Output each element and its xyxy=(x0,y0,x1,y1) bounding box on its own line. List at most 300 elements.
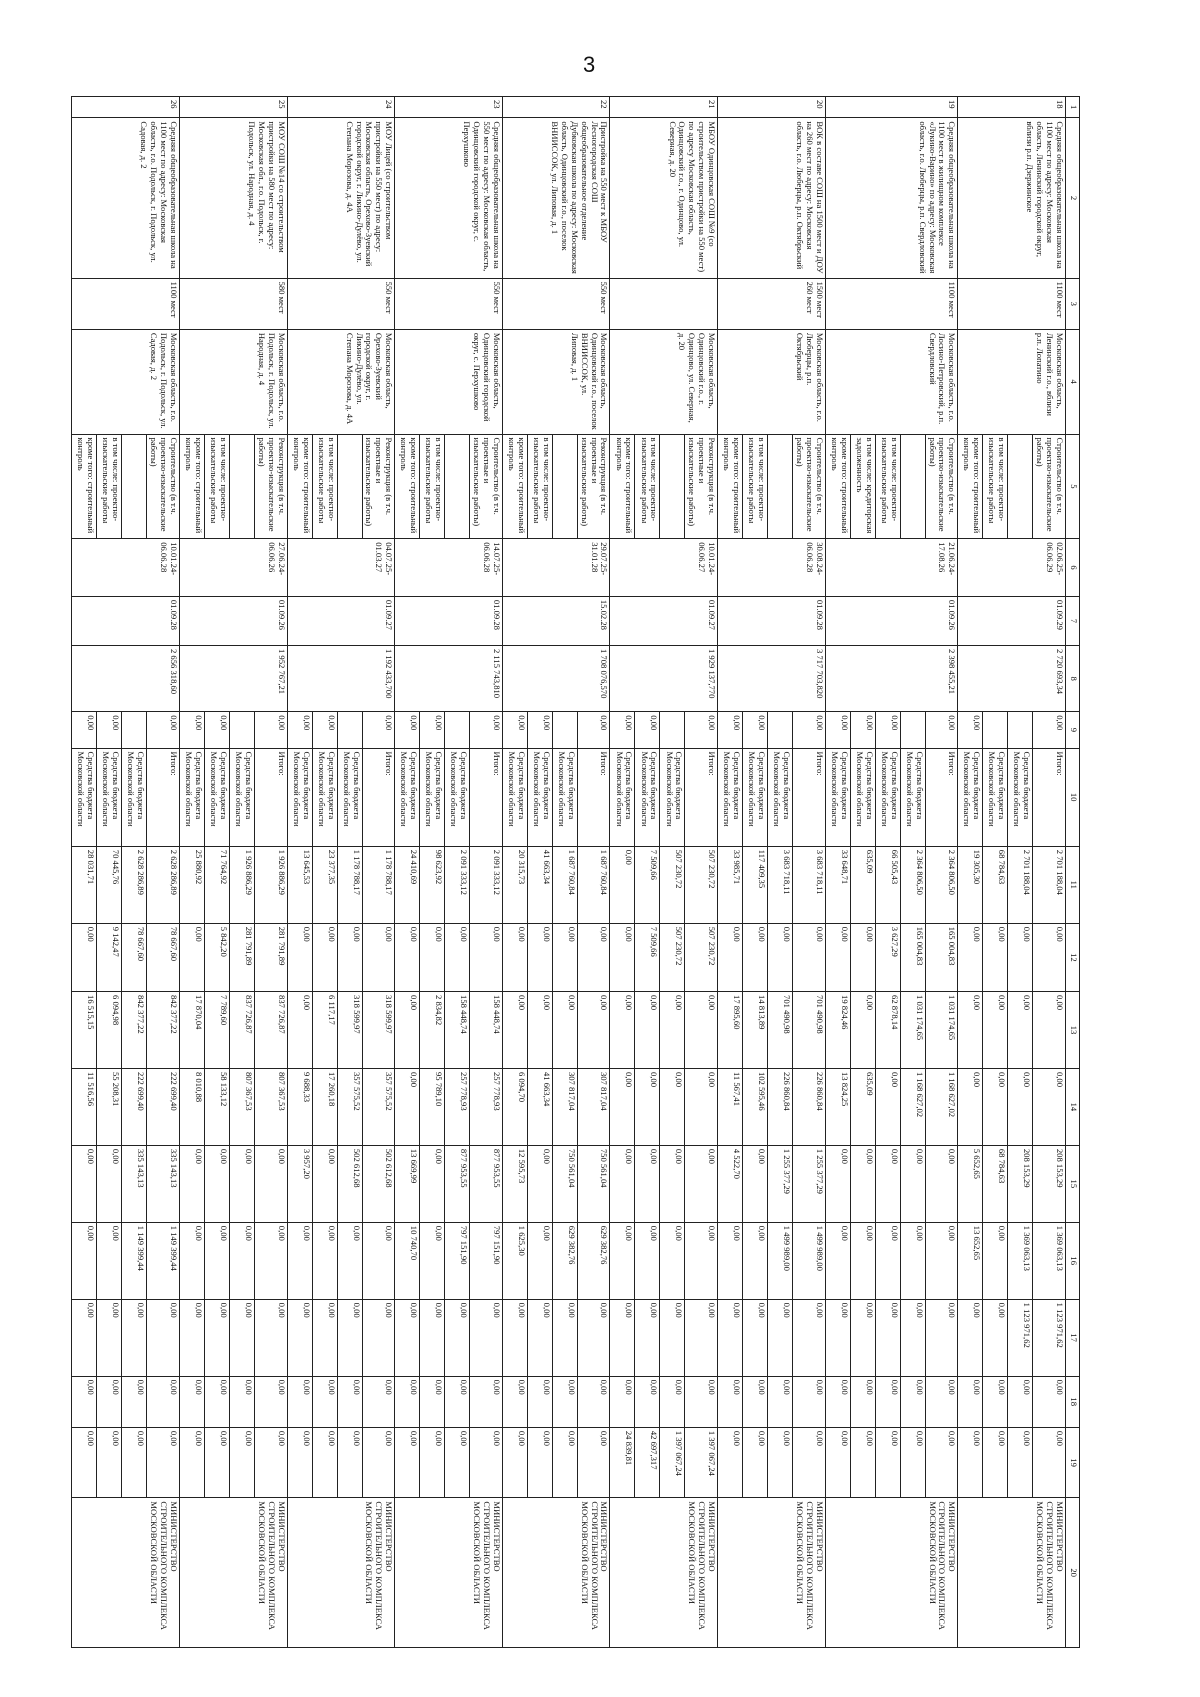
cell-amount: 0,00 xyxy=(420,1376,445,1427)
column-number-19: 19 xyxy=(1066,1427,1080,1498)
cell-amount: 165 004,83 xyxy=(925,923,958,991)
cell-cost: 1 929 137,770 xyxy=(610,645,718,711)
cell-amount: 0,00 xyxy=(635,1222,660,1299)
cell-amount: 55 208,31 xyxy=(97,1068,122,1145)
cell-amount: 0,00 xyxy=(610,1068,635,1145)
cell-cap: 1100 мест xyxy=(958,278,1066,329)
cell-amount: 0,00 xyxy=(180,1145,205,1222)
cell-amount: 0,00 xyxy=(552,923,577,991)
cell-amount: 877 953,55 xyxy=(445,1145,470,1222)
cell-amount: 507 230,72 xyxy=(685,923,718,991)
cell-amount: 635,09 xyxy=(850,1068,875,1145)
cell-amount: 33 648,71 xyxy=(825,846,850,923)
cell-amount: 95 789,10 xyxy=(420,1068,445,1145)
cell-funding-source: Средства бюджета Московской области xyxy=(337,748,362,846)
cell-amount: 0,00 xyxy=(72,1427,97,1498)
table-row xyxy=(685,97,718,1648)
cell-amount: 318 599,97 xyxy=(337,992,362,1069)
cell-work-type: кроме того: строительный контроль xyxy=(958,434,983,539)
cell-amount: 0,00 xyxy=(850,1427,875,1498)
cell-amount: 2 364 806,50 xyxy=(900,846,925,923)
cell-amount: 0,00 xyxy=(983,992,1008,1069)
cell-amount: 33 985,71 xyxy=(718,846,743,923)
column-number-10: 10 xyxy=(1066,748,1080,846)
cell-no: 25 xyxy=(180,97,288,118)
cell-amount: 357 575,52 xyxy=(337,1068,362,1145)
cell-amount: 0,00 xyxy=(255,1222,288,1299)
cell-amount: 0,00 xyxy=(660,1068,685,1145)
cell-dates: 14.07.25-06.06.28 xyxy=(395,539,503,597)
cell-funding-source: Средства бюджета Московской области xyxy=(958,748,983,846)
cell-amount: 0,00 xyxy=(362,1427,395,1498)
column-number-14: 14 xyxy=(1066,1068,1080,1145)
column-number-1: 1 xyxy=(1066,97,1080,118)
cell-amount: 6 094,98 xyxy=(97,992,122,1069)
column-number-17: 17 xyxy=(1066,1299,1080,1376)
cell-cost: 1 192 433,700 xyxy=(287,645,395,711)
cell-amount: 281 791,89 xyxy=(230,923,255,991)
cell-col9: 0,00 xyxy=(287,712,312,748)
table-row xyxy=(1033,97,1066,1648)
cell-work-type: Строительство (в т.ч. проектно-изыскательские работы) xyxy=(925,434,958,539)
cell-amount: 0,00 xyxy=(72,1145,97,1222)
cell-work-type: кроме того: строительный контроль xyxy=(72,434,97,539)
cell-funding-source: Средства бюджета Московской области xyxy=(312,748,337,846)
cell-work-type: кроме того: строительный контроль xyxy=(180,434,205,539)
cell-amount: 42 697,317 xyxy=(635,1427,660,1498)
cell-amount: 0,00 xyxy=(97,1145,122,1222)
column-number-5: 5 xyxy=(1066,434,1080,539)
cell-funding-source: Средства бюджета Московской области xyxy=(97,748,122,846)
cell-addr: Московская область, Орехово-Зуевский городской округ, г. Ликино-Дулёво, ул. Степана Морозова, д. 4А xyxy=(287,329,395,434)
cell-amount: 68 784,63 xyxy=(983,1145,1008,1222)
cell-work-type: Строительство (в т.ч. проектно-изыскательские работы) xyxy=(147,434,180,539)
cell-amount: 208 153,29 xyxy=(1033,1145,1066,1222)
cell-amount: 0,00 xyxy=(97,1376,122,1427)
cell-funding-source: Средства бюджета Московской области xyxy=(420,748,445,846)
cell-amount: 0,00 xyxy=(958,992,983,1069)
cell-funding-source: Средства бюджета Московской области xyxy=(1008,748,1033,846)
cell-funding-source: Итого: xyxy=(577,748,610,846)
cell-amount: 1 625,30 xyxy=(502,1222,527,1299)
cell-amount: 0,00 xyxy=(527,1427,552,1498)
cell-amount: 28 031,71 xyxy=(72,846,97,923)
cell-amount: 701 490,98 xyxy=(768,992,793,1069)
cell-funding-source: Средства бюджета Московской области xyxy=(180,748,205,846)
cell-amount: 0,00 xyxy=(312,1145,337,1222)
cell-customer: МИНИСТЕРСТВО СТРОИТЕЛЬНОГО КОМПЛЕКСА МОСКОВСКОЙ ОБЛАСТИ xyxy=(180,1498,288,1648)
cell-amount: 0,00 xyxy=(983,1427,1008,1498)
cell-work-type: кроме того: строительный контроль xyxy=(287,434,312,539)
cell-amount: 0,00 xyxy=(610,1222,635,1299)
cell-cap: 1100 мест xyxy=(825,278,958,329)
cell-amount: 0,00 xyxy=(312,1299,337,1376)
cell-amount: 14 813,89 xyxy=(743,992,768,1069)
cell-work-type: Строительство (в т.ч. проектно-изыскательские работы) xyxy=(793,434,826,539)
cell-amount: 70 445,76 xyxy=(97,846,122,923)
cell-funding-source: Средства бюджета Московской области xyxy=(395,748,420,846)
cell-amount: 158 448,74 xyxy=(470,992,503,1069)
cell-work-type: в том числе: проектно-изыскательские работы xyxy=(97,434,122,539)
cell-work-type: в том числе: проектно-изыскательские работы xyxy=(527,434,552,539)
cell-amount: 0,00 xyxy=(337,1222,362,1299)
cell-col9 xyxy=(445,712,470,748)
cell-amount: 1 369 063,13 xyxy=(1033,1222,1066,1299)
cell-cap xyxy=(610,278,718,329)
cell-amount: 0,00 xyxy=(768,1299,793,1376)
cell-amount: 17 260,18 xyxy=(312,1068,337,1145)
cell-amount: 335 143,13 xyxy=(122,1145,147,1222)
cell-amount: 62 878,14 xyxy=(875,992,900,1069)
cell-amount: 1 168 627,02 xyxy=(925,1068,958,1145)
cell-dates: 02.06.25-06.06.29 xyxy=(958,539,1066,597)
cell-cost: 2 720 693,34 xyxy=(958,645,1066,711)
cell-amount: 0,00 xyxy=(552,1376,577,1427)
cell-amount: 1 168 627,02 xyxy=(900,1068,925,1145)
cell-amount: 2 364 806,50 xyxy=(925,846,958,923)
cell-name: Пристройка на 550 мест к МБОУ Лесногородская СОШ общеобразовательное отделение Дубковская школа по адресу: Московская область, Одинцовский г.о., поселок ВНИИССОК, ул. Липовая, д. 1 xyxy=(502,118,610,278)
cell-amount: 1 255 377,29 xyxy=(768,1145,793,1222)
table-row xyxy=(362,97,395,1648)
cell-dates: 10.01.24-06.06.27 xyxy=(610,539,718,597)
cell-amount: 0,00 xyxy=(420,1299,445,1376)
cell-amount: 0,00 xyxy=(925,1376,958,1427)
column-number-18: 18 xyxy=(1066,1376,1080,1427)
cell-amount: 0,00 xyxy=(900,1222,925,1299)
cell-dates: 10.01.24-06.06.28 xyxy=(72,539,180,597)
cell-amount: 1 499 989,00 xyxy=(793,1222,826,1299)
cell-amount: 0,00 xyxy=(958,923,983,991)
cell-addr: Московская область, Одинцовский г.о., г. Одинцово, ул. Северная, д. 20 xyxy=(610,329,718,434)
cell-amount: 0,00 xyxy=(660,1145,685,1222)
cell-cost: 3 717 703,820 xyxy=(718,645,826,711)
cell-amount: 0,00 xyxy=(825,1145,850,1222)
cell-amount: 0,00 xyxy=(97,1427,122,1498)
cell-amount: 2 701 188,04 xyxy=(1033,846,1066,923)
cell-work-type: Строительство (в т.ч. проектные и изыскательские работы) xyxy=(470,434,503,539)
cell-amount: 842 377,22 xyxy=(147,992,180,1069)
cell-no: 23 xyxy=(395,97,503,118)
cell-amount: 0,00 xyxy=(180,1427,205,1498)
column-number-8: 8 xyxy=(1066,645,1080,711)
cell-amount: 0,00 xyxy=(362,1222,395,1299)
cell-amount: 0,00 xyxy=(685,992,718,1069)
cell-amount: 0,00 xyxy=(337,923,362,991)
cell-amount: 0,00 xyxy=(122,1427,147,1498)
cell-amount: 0,00 xyxy=(635,1068,660,1145)
cell-amount: 0,00 xyxy=(395,992,420,1069)
cell-amount: 0,00 xyxy=(850,1299,875,1376)
cell-commission: 15.02.28 xyxy=(502,596,610,645)
cell-amount: 0,00 xyxy=(445,1427,470,1498)
cell-amount: 629 382,76 xyxy=(552,1222,577,1299)
cell-amount: 13 669,99 xyxy=(395,1145,420,1222)
cell-cost: 2 115 743,810 xyxy=(395,645,503,711)
cell-amount: 335 143,13 xyxy=(147,1145,180,1222)
cell-col9: 0,00 xyxy=(470,712,503,748)
cell-work-type xyxy=(900,434,925,539)
cell-amount: 0,00 xyxy=(97,1222,122,1299)
cell-col9 xyxy=(1008,712,1033,748)
cell-col9 xyxy=(900,712,925,748)
cell-amount: 0,00 xyxy=(122,1299,147,1376)
cell-amount: 0,00 xyxy=(72,1376,97,1427)
cell-amount: 0,00 xyxy=(685,1222,718,1299)
cell-amount: 0,00 xyxy=(793,923,826,991)
cell-amount: 12 595,73 xyxy=(502,1145,527,1222)
cell-amount: 226 860,84 xyxy=(768,1068,793,1145)
cell-amount: 0,00 xyxy=(850,923,875,991)
cell-amount: 0,00 xyxy=(875,1068,900,1145)
cell-amount: 8 010,88 xyxy=(180,1068,205,1145)
cell-amount: 20 315,73 xyxy=(502,846,527,923)
cell-funding-source: Средства бюджета Московской области xyxy=(635,748,660,846)
cell-amount: 0,00 xyxy=(825,1299,850,1376)
cell-work-type: кроме того: строительный контроль xyxy=(825,434,850,539)
cell-amount: 0,00 xyxy=(577,992,610,1069)
cell-amount: 0,00 xyxy=(205,1376,230,1427)
column-number-3: 3 xyxy=(1066,278,1080,329)
cell-amount: 66 505,43 xyxy=(875,846,900,923)
cell-col9: 0,00 xyxy=(685,712,718,748)
cell-amount: 0,00 xyxy=(793,1299,826,1376)
cell-amount: 0,00 xyxy=(850,1145,875,1222)
cell-amount: 0,00 xyxy=(850,992,875,1069)
cell-work-type xyxy=(1008,434,1033,539)
cell-amount: 0,00 xyxy=(850,1222,875,1299)
cell-amount: 0,00 xyxy=(205,1222,230,1299)
cell-commission: 01.09.28 xyxy=(718,596,826,645)
cell-amount: 13 824,25 xyxy=(825,1068,850,1145)
cell-amount: 13 645,53 xyxy=(287,846,312,923)
cell-funding-source: Средства бюджета Московской области xyxy=(445,748,470,846)
cell-col9: 0,00 xyxy=(420,712,445,748)
cell-amount: 1 123 971,62 xyxy=(1033,1299,1066,1376)
cell-col9: 0,00 xyxy=(610,712,635,748)
cell-amount: 0,00 xyxy=(255,1427,288,1498)
cell-amount: 0,00 xyxy=(395,1376,420,1427)
cell-amount: 0,00 xyxy=(527,1376,552,1427)
table-row xyxy=(577,97,610,1648)
cell-amount: 0,00 xyxy=(610,846,635,923)
cell-amount: 0,00 xyxy=(850,1376,875,1427)
cell-amount: 0,00 xyxy=(362,1299,395,1376)
cell-funding-source: Средства бюджета Московской области xyxy=(230,748,255,846)
cell-amount: 41 663,34 xyxy=(527,846,552,923)
cell-amount: 0,00 xyxy=(420,923,445,991)
cell-amount: 0,00 xyxy=(718,1299,743,1376)
cell-amount: 4 522,70 xyxy=(718,1145,743,1222)
cell-col9: 0,00 xyxy=(577,712,610,748)
cell-funding-source: Средства бюджета Московской области xyxy=(527,748,552,846)
cell-customer: МИНИСТЕРСТВО СТРОИТЕЛЬНОГО КОМПЛЕКСА МОСКОВСКОЙ ОБЛАСТИ xyxy=(395,1498,503,1648)
cell-cap: 1500 мест 260 мест xyxy=(718,278,826,329)
cell-amount: 0,00 xyxy=(445,1299,470,1376)
cell-amount: 3 683 718,11 xyxy=(768,846,793,923)
cell-amount: 0,00 xyxy=(552,1299,577,1376)
cell-amount: 19 305,30 xyxy=(958,846,983,923)
cell-amount: 2 091 333,12 xyxy=(470,846,503,923)
cell-amount: 0,00 xyxy=(205,1427,230,1498)
cell-funding-source: Средства бюджета Московской области xyxy=(850,748,875,846)
cell-funding-source: Средства бюджета Московской области xyxy=(205,748,230,846)
column-number-15: 15 xyxy=(1066,1145,1080,1222)
cell-funding-source: Итого: xyxy=(255,748,288,846)
cell-amount: 58 133,12 xyxy=(205,1068,230,1145)
cell-col9: 0,00 xyxy=(925,712,958,748)
cell-work-type: Реконструкция (в т.ч. проектно-изыскательские работы) xyxy=(255,434,288,539)
cell-dates: 29.07.25-31.01.28 xyxy=(502,539,610,597)
cell-amount: 0,00 xyxy=(610,1145,635,1222)
cell-funding-source: Средства бюджета Московской области xyxy=(900,748,925,846)
cell-no: 19 xyxy=(825,97,958,118)
cell-amount: 0,00 xyxy=(875,1299,900,1376)
cell-amount: 2 628 286,89 xyxy=(122,846,147,923)
cell-amount: 5 842,20 xyxy=(205,923,230,991)
cell-amount: 0,00 xyxy=(552,1427,577,1498)
cell-amount: 0,00 xyxy=(362,923,395,991)
cell-col9 xyxy=(122,712,147,748)
cell-amount: 0,00 xyxy=(1033,1427,1066,1498)
cell-amount: 750 561,04 xyxy=(577,1145,610,1222)
cell-amount: 357 575,52 xyxy=(362,1068,395,1145)
cell-amount: 0,00 xyxy=(97,1299,122,1376)
cell-work-type: в том числе: проектно-изыскательские работы xyxy=(205,434,230,539)
cell-amount: 837 726,87 xyxy=(255,992,288,1069)
cell-amount: 13 652,65 xyxy=(958,1222,983,1299)
cell-col9: 0,00 xyxy=(72,712,97,748)
cell-amount: 0,00 xyxy=(1008,1376,1033,1427)
cell-amount: 0,00 xyxy=(743,1145,768,1222)
cell-amount: 0,00 xyxy=(147,1376,180,1427)
cell-amount: 257 778,93 xyxy=(445,1068,470,1145)
cell-amount: 0,00 xyxy=(925,1222,958,1299)
table-row xyxy=(925,97,958,1648)
cell-amount: 0,00 xyxy=(395,1299,420,1376)
cell-amount: 0,00 xyxy=(875,1376,900,1427)
cell-amount: 877 953,55 xyxy=(470,1145,503,1222)
cell-amount: 0,00 xyxy=(502,1427,527,1498)
cell-amount: 0,00 xyxy=(577,923,610,991)
table-row xyxy=(793,97,826,1648)
cell-amount: 1 178 788,17 xyxy=(362,846,395,923)
cell-work-type xyxy=(337,434,362,539)
cell-amount: 0,00 xyxy=(793,1427,826,1498)
cell-dates: 21.06.24-17.08.26 xyxy=(825,539,958,597)
cell-amount: 0,00 xyxy=(958,1427,983,1498)
column-number-2: 2 xyxy=(1066,118,1080,278)
cell-work-type xyxy=(768,434,793,539)
cell-amount: 0,00 xyxy=(577,1376,610,1427)
cell-amount: 507 230,72 xyxy=(660,846,685,923)
cell-amount: 0,00 xyxy=(983,1299,1008,1376)
cell-funding-source: Средства бюджета Московской области xyxy=(743,748,768,846)
cell-amount: 0,00 xyxy=(900,1145,925,1222)
cell-amount: 0,00 xyxy=(312,1376,337,1427)
cell-amount: 24 839,81 xyxy=(610,1427,635,1498)
cell-amount: 0,00 xyxy=(312,1222,337,1299)
cell-amount: 0,00 xyxy=(527,1299,552,1376)
cell-amount: 0,00 xyxy=(875,1222,900,1299)
cell-addr: Московская область, г.о. Люберцы, р.п. Октябрьский xyxy=(718,329,826,434)
cell-amount: 0,00 xyxy=(205,1145,230,1222)
cell-amount: 635,09 xyxy=(850,846,875,923)
cell-amount: 507 230,72 xyxy=(660,923,685,991)
cell-amount: 0,00 xyxy=(420,1427,445,1498)
cell-amount: 0,00 xyxy=(337,1376,362,1427)
cell-amount: 1 178 788,17 xyxy=(337,846,362,923)
cell-commission: 01.09.28 xyxy=(395,596,503,645)
cell-amount: 0,00 xyxy=(552,992,577,1069)
cell-funding-source: Итого: xyxy=(470,748,503,846)
cell-amount: 0,00 xyxy=(718,1427,743,1498)
cell-amount: 0,00 xyxy=(900,1376,925,1427)
cell-funding-source: Средства бюджета Московской области xyxy=(72,748,97,846)
cell-amount: 0,00 xyxy=(312,923,337,991)
cell-amount: 1 255 377,29 xyxy=(793,1145,826,1222)
cell-amount: 0,00 xyxy=(287,1427,312,1498)
cell-col9: 0,00 xyxy=(395,712,420,748)
cell-work-type: Реконструкция (в т.ч. проектные и изыскательские работы) xyxy=(362,434,395,539)
cell-amount: 842 377,22 xyxy=(122,992,147,1069)
cell-commission: 01.09.26 xyxy=(825,596,958,645)
cell-amount: 0,00 xyxy=(825,1427,850,1498)
cell-amount: 0,00 xyxy=(337,1427,362,1498)
cell-work-type: кроме того: строительный контроль xyxy=(502,434,527,539)
cell-amount: 2 701 188,04 xyxy=(1008,846,1033,923)
cell-amount: 78 667,60 xyxy=(147,923,180,991)
cell-commission: 01.09.29 xyxy=(958,596,1066,645)
cell-amount: 0,00 xyxy=(255,1376,288,1427)
cell-customer: МИНИСТЕРСТВО СТРОИТЕЛЬНОГО КОМПЛЕКСА МОСКОВСКОЙ ОБЛАСТИ xyxy=(610,1498,718,1648)
cell-addr: Московская область, Ленинский г.о., вблизи р.п. Лопатино xyxy=(958,329,1066,434)
cell-amount: 837 726,87 xyxy=(230,992,255,1069)
cell-col9: 0,00 xyxy=(825,712,850,748)
cell-cost: 2 398 455,21 xyxy=(825,645,958,711)
cell-amount: 0,00 xyxy=(743,923,768,991)
cell-funding-source: Средства бюджета Московской области xyxy=(287,748,312,846)
cell-amount: 0,00 xyxy=(983,1068,1008,1145)
cell-amount: 2 834,82 xyxy=(420,992,445,1069)
cell-work-type: кроме того: строительный контроль xyxy=(610,434,635,539)
cell-amount: 2 091 333,12 xyxy=(445,846,470,923)
cell-amount: 0,00 xyxy=(287,1222,312,1299)
cell-amount: 0,00 xyxy=(395,1068,420,1145)
cell-amount: 11 567,41 xyxy=(718,1068,743,1145)
cell-no: 22 xyxy=(502,97,610,118)
cell-amount: 41 663,34 xyxy=(527,1068,552,1145)
cell-funding-source: Итого: xyxy=(362,748,395,846)
cell-amount: 0,00 xyxy=(958,1299,983,1376)
cell-cap: 550 мест xyxy=(395,278,503,329)
cell-amount: 0,00 xyxy=(502,923,527,991)
column-number-13: 13 xyxy=(1066,992,1080,1069)
cell-commission: 01.09.26 xyxy=(180,596,288,645)
cell-name: ВОК в составе СОШ на 1500 мест и ДОУ на 260 мест по адресу: Московская область, г.о. Люберцы, р.п. Октябрьский xyxy=(718,118,826,278)
cell-amount: 502 612,68 xyxy=(337,1145,362,1222)
cell-amount: 0,00 xyxy=(635,1299,660,1376)
cell-addr: Московская область, г.о. Лосино-Петровский, р.п. Свердловский xyxy=(825,329,958,434)
cell-col9 xyxy=(230,712,255,748)
cell-amount: 0,00 xyxy=(875,1145,900,1222)
cell-amount: 797 151,90 xyxy=(470,1222,503,1299)
cell-amount: 0,00 xyxy=(577,1299,610,1376)
cell-amount: 0,00 xyxy=(420,1145,445,1222)
cell-amount: 16 515,15 xyxy=(72,992,97,1069)
cell-amount: 0,00 xyxy=(1033,992,1066,1069)
cell-no: 26 xyxy=(72,97,180,118)
cell-cost: 1 952 767,21 xyxy=(180,645,288,711)
